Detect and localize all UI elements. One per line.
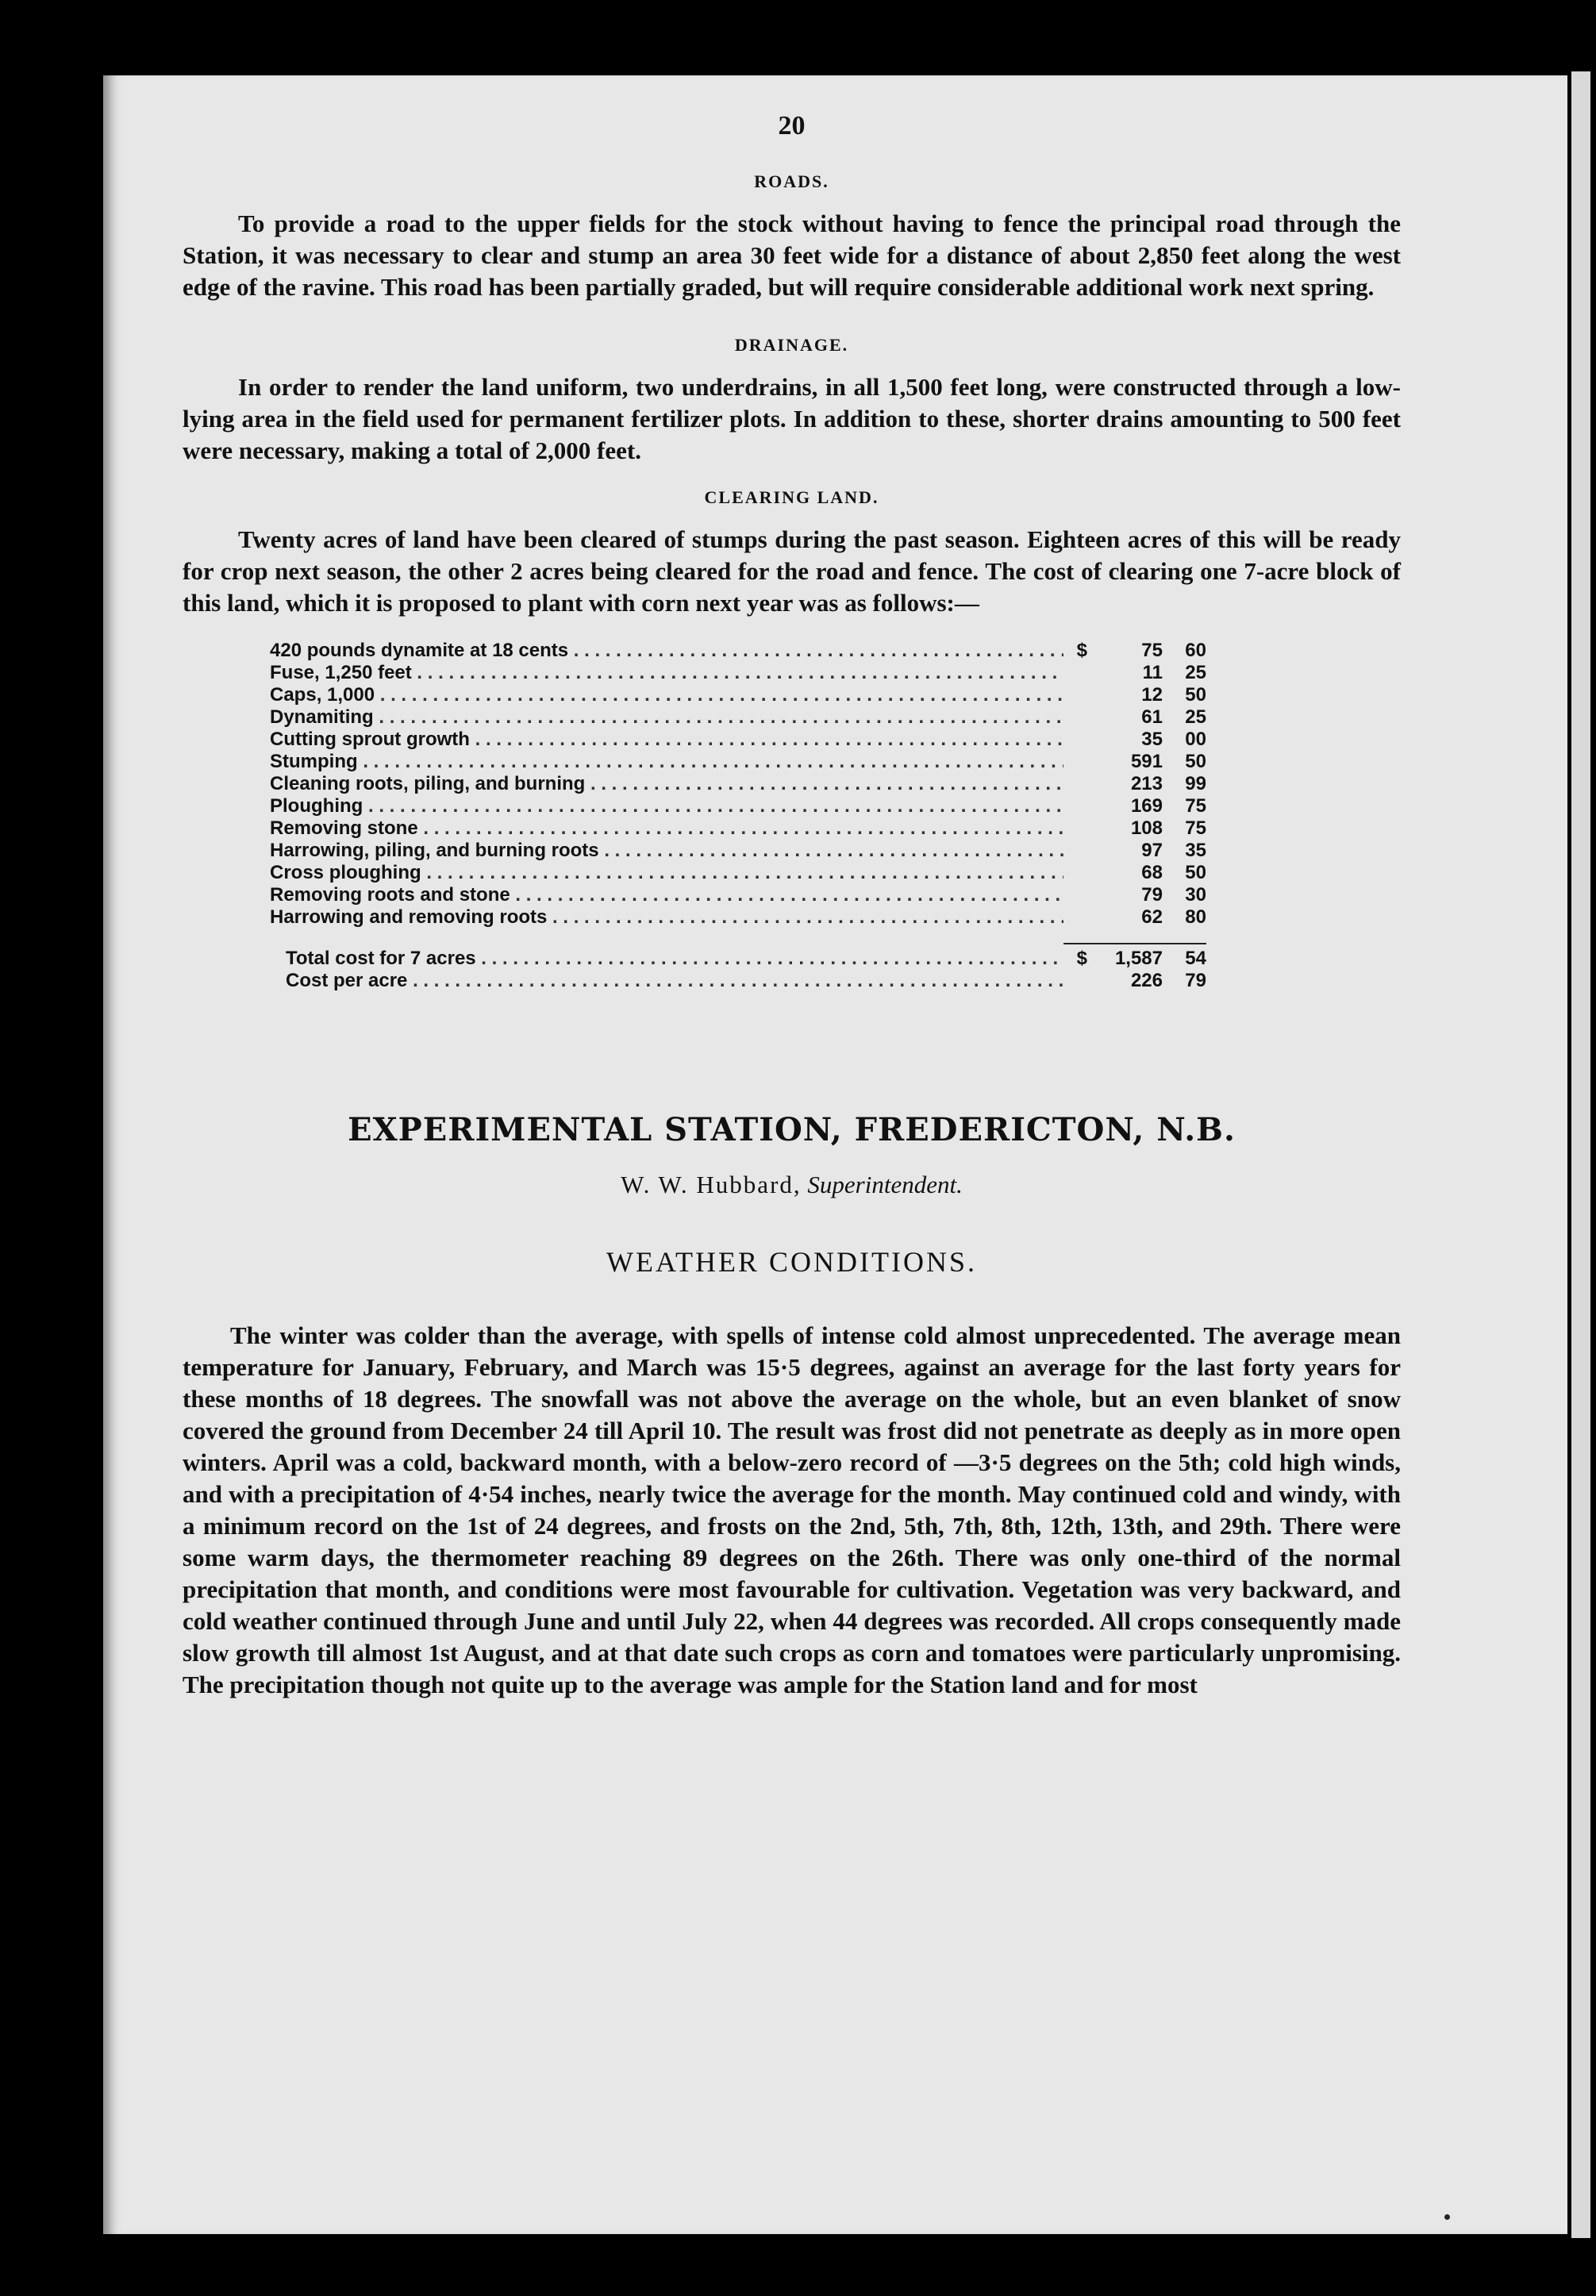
cost-label: Stumping . . . bbox=[270, 751, 1063, 773]
cost-dollars: 12 bbox=[1141, 684, 1163, 706]
cost-row bbox=[270, 840, 1206, 862]
cost-cents: 30 bbox=[1185, 884, 1206, 906]
cost-cents: 75 bbox=[1185, 817, 1206, 839]
cost-label: Harrowing, piling, and burning roots . . . bbox=[270, 840, 1063, 862]
per-acre-label: Cost per acre . . . bbox=[286, 970, 1063, 992]
cost-row bbox=[270, 817, 1206, 840]
cost-row bbox=[270, 795, 1206, 817]
cost-label: 420 pounds dynamite at 18 cents . . . bbox=[270, 640, 1063, 662]
clearing-paragraph: Twenty acres of land have been cleared of stumps during the past season. Eighteen acres of this will be ready for crop next season, the other 2 acres being cleared for the road and fence. The cost of clearing one 7-acre block of this land, which it is proposed to plant with corn next year was as follows:— bbox=[183, 525, 1401, 617]
clearing-heading: CLEARING LAND. bbox=[704, 487, 879, 507]
page-number: 20 bbox=[778, 111, 806, 140]
cost-row bbox=[270, 751, 1206, 773]
cost-label: Removing roots and stone . . . bbox=[270, 884, 1063, 906]
per-acre-row bbox=[286, 970, 1206, 992]
cost-row bbox=[270, 729, 1206, 751]
cost-row bbox=[270, 906, 1206, 929]
cost-label: Dynamiting . . . bbox=[270, 706, 1063, 729]
cost-cents: 50 bbox=[1185, 684, 1206, 706]
cost-dollars: 61 bbox=[1141, 706, 1163, 728]
cost-dollars: 68 bbox=[1141, 862, 1163, 883]
cost-dollars: 62 bbox=[1141, 906, 1163, 928]
cost-label: Caps, 1,000 . . . bbox=[270, 684, 1063, 706]
cost-cents: 00 bbox=[1185, 729, 1206, 750]
scan-speck bbox=[1444, 2214, 1450, 2220]
cost-cents: 75 bbox=[1185, 795, 1206, 817]
cost-totals bbox=[286, 943, 1206, 992]
cost-cents: 35 bbox=[1185, 840, 1206, 861]
weather-heading: WEATHER CONDITIONS. bbox=[606, 1246, 977, 1278]
drainage-heading: DRAINAGE. bbox=[734, 335, 849, 355]
drainage-paragraph: In order to render the land uniform, two underdrains, in all 1,500 feet long, were constructed through a low-lying area in the field used for permanent fertilizer plots. In addition to these, shorter drains amounting to 500 feet were necessary, making a total of 2,000 feet. bbox=[183, 373, 1401, 464]
cost-row bbox=[270, 884, 1206, 906]
cost-cents: 99 bbox=[1185, 773, 1206, 794]
superintendent-name: W. W. Hubbard, bbox=[621, 1171, 802, 1198]
cost-cents: 25 bbox=[1185, 662, 1206, 683]
cost-table bbox=[270, 640, 1206, 929]
cost-label: Removing stone . . . bbox=[270, 817, 1063, 840]
cost-row bbox=[270, 662, 1206, 684]
cost-cents: 50 bbox=[1185, 751, 1206, 772]
cost-cents: 50 bbox=[1185, 862, 1206, 883]
cost-row bbox=[270, 706, 1206, 729]
page-content bbox=[183, 111, 1401, 1701]
per-acre-cents: 79 bbox=[1185, 970, 1206, 991]
cost-row bbox=[270, 640, 1206, 662]
cost-dollars: 169 bbox=[1130, 795, 1163, 817]
cost-label: Fuse, 1,250 feet . . . bbox=[270, 662, 1063, 684]
cost-dollars: 108 bbox=[1130, 817, 1163, 839]
roads-paragraph: To provide a road to the upper fields for the stock without having to fence the principal road through the Station, it was necessary to clear and stump an area 30 feet wide for a distance of about 2,850 feet along the west edge of the ravine. This road has been partially graded, but will require considerable additional work next spring. bbox=[183, 210, 1401, 301]
cost-row bbox=[270, 773, 1206, 795]
total-cents: 54 bbox=[1185, 948, 1206, 969]
station-title: EXPERIMENTAL STATION, FREDERICTON, N.B. bbox=[348, 1111, 1236, 1148]
superintendent-line bbox=[183, 1171, 1401, 1199]
cost-label: Cross ploughing . . . bbox=[270, 862, 1063, 884]
cost-row bbox=[270, 862, 1206, 884]
cost-dollars: 97 bbox=[1141, 840, 1163, 861]
cost-row bbox=[270, 684, 1206, 706]
cost-label: Cleaning roots, piling, and burning . . . bbox=[270, 773, 1063, 795]
cost-dollars: 35 bbox=[1141, 729, 1163, 750]
cost-label: Harrowing and removing roots . . . bbox=[270, 906, 1063, 929]
cost-dollars: 11 bbox=[1142, 662, 1163, 683]
roads-heading: ROADS. bbox=[754, 171, 829, 191]
total-label: Total cost for 7 acres . . . bbox=[286, 948, 1063, 970]
cost-dollars: 213 bbox=[1130, 773, 1163, 794]
cost-dollars: 79 bbox=[1141, 884, 1163, 906]
cost-currency: $ bbox=[1076, 640, 1087, 661]
cost-dollars: 75 bbox=[1141, 640, 1163, 661]
total-row bbox=[286, 948, 1206, 970]
per-acre-dollars: 226 bbox=[1130, 970, 1163, 991]
total-currency: $ bbox=[1076, 948, 1087, 969]
adjacent-page-edge bbox=[1571, 71, 1590, 2238]
cost-dollars: 591 bbox=[1130, 751, 1163, 772]
total-rule bbox=[1063, 943, 1206, 944]
cost-cents: 80 bbox=[1185, 906, 1206, 928]
cost-cents: 25 bbox=[1185, 706, 1206, 728]
superintendent-title: Superintendent. bbox=[807, 1171, 963, 1198]
cost-label: Ploughing . . . bbox=[270, 795, 1063, 817]
cost-label: Cutting sprout growth . . . bbox=[270, 729, 1063, 751]
total-dollars: 1,587 bbox=[1114, 948, 1163, 969]
weather-paragraph: The winter was colder than the average, with spells of intense cold almost unprecedented. The average mean temperature for January, February, and March was 15·5 degrees, against an average for the last forty years for these months of 18 degrees. The snowfall was not above the average on the whole, but an even blanket of snow covered the ground from December 24 till April 10. The result was frost did not penetrate as deeply as in more open winters. April was a cold, backward month, with a below-zero record of —3·5 degrees on the 5th; cold high winds, and with a precipitation of 4·54 inches, nearly twice the average for the month. May continued cold and windy, with a minimum record on the 1st of 24 degrees, and frosts on the 2nd, 5th, 7th, 8th, 12th, 13th, and 29th. There were some warm days, the thermometer reaching 89 degrees on the 26th. There was only one-third of the normal precipitation that month, and conditions were most favourable for cultivation. Vegetation was very backward, and cold weather continued through June and until July 22, when 44 degrees was recorded. All crops consequently made slow growth till almost 1st August, and at that date such crops as corn and tomatoes were particularly unpromising. The precipitation though not quite up to the average was ample for the Station land and for most bbox=[183, 1321, 1401, 1698]
cost-cents: 60 bbox=[1185, 640, 1206, 661]
